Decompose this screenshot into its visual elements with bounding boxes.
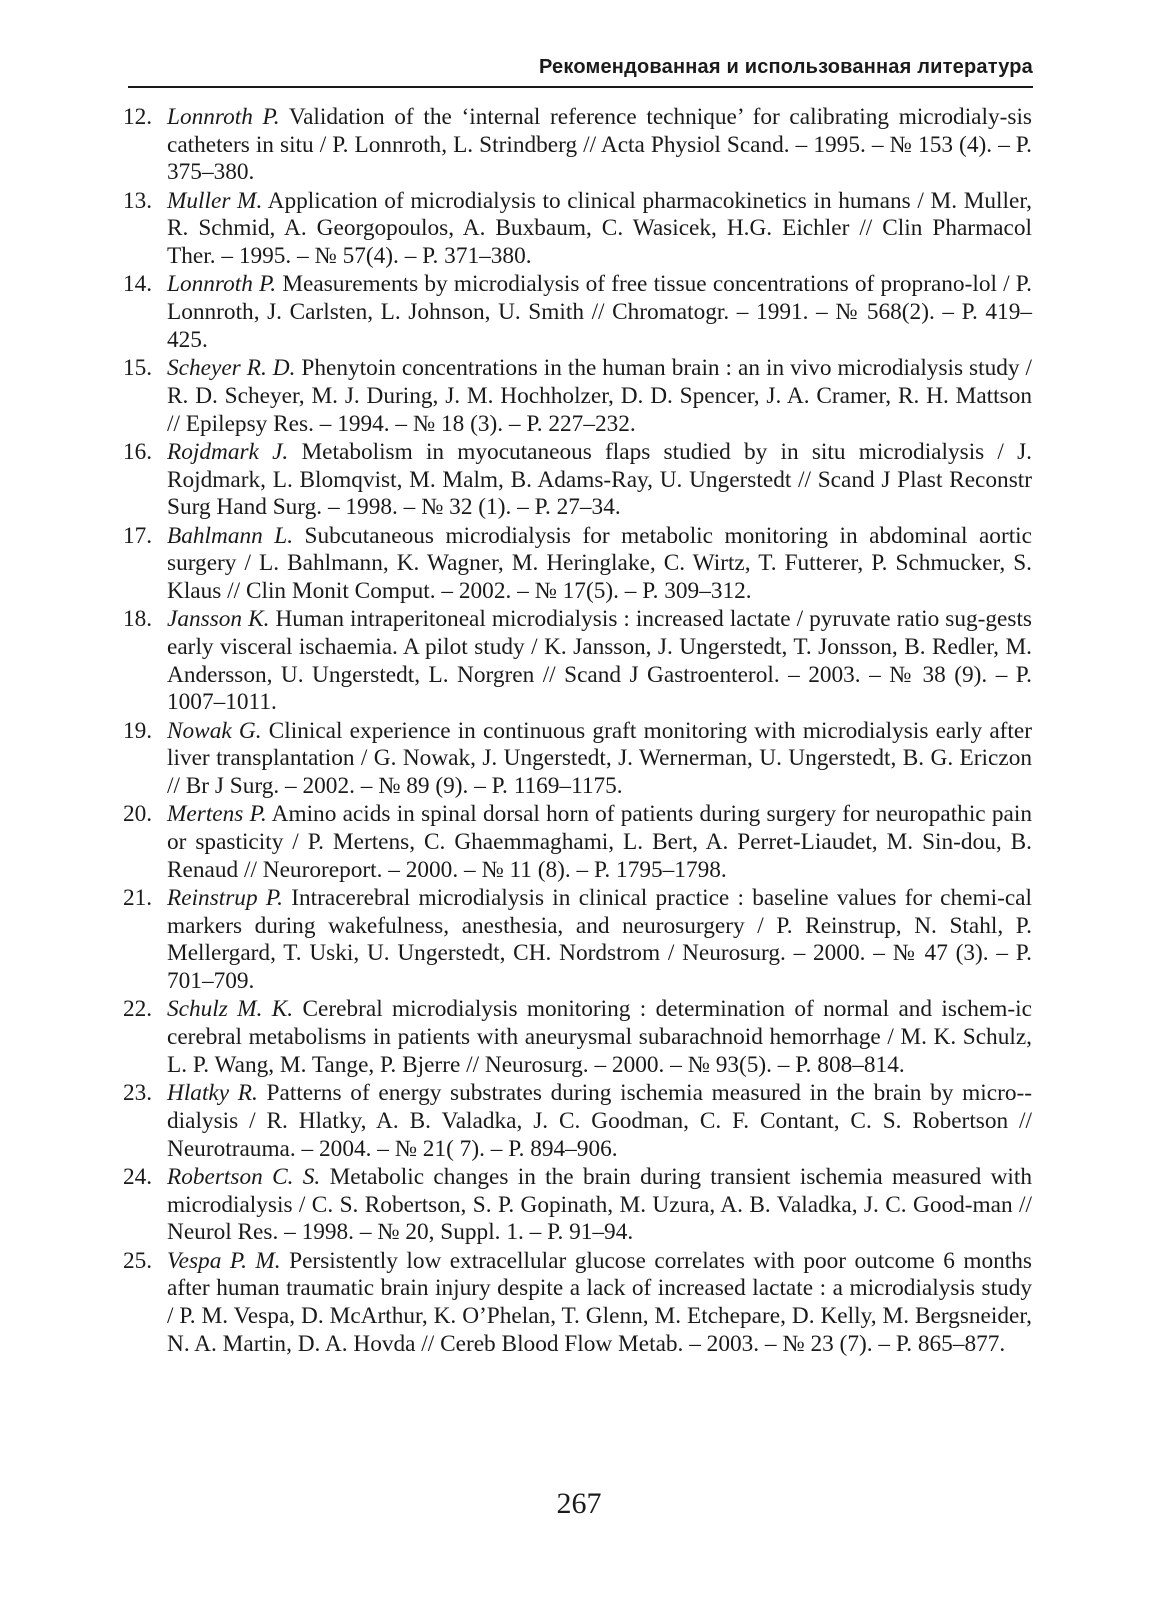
reference-item (0, 1164, 1032, 1247)
reference-text (167, 271, 1032, 354)
reference-item (0, 801, 1032, 884)
reference-item (0, 606, 1032, 717)
reference-author: Vespa P. M. (167, 1247, 281, 1274)
reference-author: Reinstrup P. (167, 885, 283, 912)
reference-text (167, 996, 1032, 1079)
reference-author: Hlatky R. (167, 1080, 258, 1107)
reference-item (0, 104, 1032, 187)
reference-item (0, 718, 1032, 801)
reference-body: Patterns of energy substrates during ischemia measured in the brain by micro-dialysis / R. Hlatky, A. B. Valadka, J. C. Goodman, C. F. Contant, C. S. Robertson // Neurotrauma. – 2004. – № 21( 7). – P. 894–906. (167, 1080, 1032, 1162)
reference-number: 22. (123, 996, 153, 1023)
reference-body: Intracerebral microdialysis in clinical practice : baseline values for chemi-cal markers during wakefulness, anesthesia, and neurosurgery / P. Reinstrup, N. Stahl, P. Mellergard, T. Uski, U. Ungerstedt, CH. Nordstrom / Neurosurg. – 2000. – № 47 (3). – P. 701–709. (167, 885, 1032, 995)
reference-item (0, 439, 1032, 522)
reference-number: 21. (123, 885, 153, 912)
reference-author: Rojdmark J. (167, 438, 289, 465)
reference-text (167, 801, 1032, 884)
reference-item (0, 885, 1032, 996)
reference-body: Clinical experience in continuous graft monitoring with microdialysis early after liver transplantation / G. Nowak, J. Ungerstedt, J. Wernerman, U. Ungerstedt, B. G. Ericzon // Br J Surg. – 2002. – № 89 (9). – P. 1169–1175. (167, 717, 1032, 800)
reference-author: Robertson C. S. (167, 1163, 321, 1190)
reference-number: 19. (123, 717, 153, 744)
reference-author: Nowak G. (167, 717, 262, 744)
reference-number: 25. (123, 1247, 153, 1274)
reference-body: Persistently low extracellular glucose correlates with poor outcome 6 months after human traumatic brain injury despite a lack of increased lactate : a microdialysis study / P. M. Vespa, D. McArthur, K. O’Phelan, T. Glenn, M. Etchepare, D. Kelly, M. Bergsneider, N. A. Martin, D. A. Hovda // Cereb Blood Flow Metab. – 2003. – № 23 (7). – P. 865–877. (167, 1247, 1032, 1357)
reference-author: Mertens P. (167, 801, 267, 828)
reference-number: 23. (123, 1080, 153, 1107)
reference-author: Lonnroth P. (167, 271, 277, 298)
reference-text (167, 523, 1032, 606)
reference-list (0, 104, 1158, 1359)
reference-body: Human intraperitoneal microdialysis : increased lactate / pyruvate ratio sug-gests early visceral ischaemia. A pilot study / K. Jansson, J. Ungerstedt, T. Jonsson, B. Redler, M. Andersson, U. Ungerstedt, L. Norgren // Scand J Gastroenterol. – 2003. – № 38 (9). – P. 1007–1011. (167, 606, 1032, 716)
reference-number: 20. (123, 801, 153, 828)
page-number: 267 (556, 1487, 602, 1520)
reference-number: 16. (123, 438, 153, 465)
reference-body: Metabolic changes in the brain during transient ischemia measured with microdialysis / C. S. Robertson, S. P. Gopinath, M. Uzura, A. B. Valadka, J. C. Good-man // Neurol Res. – 1998. – № 20, Suppl. 1. – P. 91–94. (167, 1163, 1032, 1246)
reference-body: Measurements by microdialysis of free tissue concentrations of proprano-lol / P. Lonnroth, J. Carlsten, L. Johnson, U. Smith // Chromatogr. – 1991. – № 568(2). – P. 419–425. (167, 271, 1032, 353)
reference-text (167, 439, 1032, 522)
reference-text (167, 885, 1032, 996)
reference-body: Subcutaneous microdialysis for metabolic monitoring in abdominal aortic surgery / L. Bahlmann, K. Wagner, M. Heringlake, C. Wirtz, T. Futterer, P. Schmucker, S. Klaus // Clin Monit Comput. – 2002. – № 17(5). – P. 309–312. (167, 522, 1032, 604)
reference-number: 15. (123, 355, 153, 382)
reference-number: 24. (123, 1163, 153, 1190)
reference-author: Schulz M. K. (167, 996, 294, 1023)
reference-item (0, 355, 1032, 438)
reference-author: Muller M. (167, 187, 263, 214)
reference-item (0, 271, 1032, 354)
reference-number: 14. (123, 271, 153, 298)
reference-text (167, 606, 1032, 717)
reference-body: Phenytoin concentrations in the human brain : an in vivo microdialysis study / R. D. Scheyer, M. J. During, J. M. Hochholzer, D. D. Spencer, J. A. Cramer, R. H. Mattson // Epilepsy Res. – 1994. – № 18 (3). – P. 227–232. (167, 355, 1033, 437)
reference-author: Jansson K. (167, 606, 270, 633)
reference-text (167, 104, 1032, 187)
reference-item (0, 1248, 1032, 1359)
reference-number: 13. (123, 187, 153, 214)
reference-text (167, 355, 1032, 438)
page-header (128, 50, 1033, 88)
reference-number: 17. (123, 522, 153, 549)
reference-text (167, 1248, 1032, 1359)
reference-item (0, 1080, 1032, 1163)
reference-body: Application of microdialysis to clinical pharmacokinetics in humans / M. Muller, R. Schmid, A. Georgopoulos, A. Buxbaum, C. Wasicek, H.G. Eichler // Clin Pharmacol Ther. – 1995. – № 57(4). – P. 371–380. (167, 187, 1032, 270)
reference-text (167, 1164, 1032, 1247)
reference-author: Lonnroth P. (167, 104, 280, 130)
reference-text (167, 188, 1032, 271)
reference-body: Metabolism in myocutaneous flaps studied by in situ microdialysis / J. Rojdmark, L. Blomqvist, M. Malm, B. Adams-Ray, U. Ungerstedt // Scand J Plast Reconstr Surg Hand Surg. – 1998. – № 32 (1). – P. 27–34. (167, 438, 1032, 521)
reference-item (0, 523, 1032, 606)
reference-number: 18. (123, 606, 153, 633)
reference-body: Cerebral microdialysis monitoring : determination of normal and ischem-ic cerebral metabolisms in patients with aneurysmal subarachnoid hemorrhage / M. K. Schulz, L. P. Wang, M. Tange, P. Bjerre // Neurosurg. – 2000. – № 93(5). – P. 808–814. (167, 996, 1032, 1078)
reference-text (167, 1080, 1032, 1163)
reference-item (0, 188, 1032, 271)
reference-item (0, 996, 1032, 1079)
reference-body: Amino acids in spinal dorsal horn of patients during surgery for neuropathic pain or spasticity / P. Mertens, C. Ghaemmaghami, L. Bert, A. Perret-Liaudet, M. Sin-dou, B. Renaud // Neuroreport. – 2000. – № 11 (8). – P. 1795–1798. (167, 801, 1032, 883)
reference-author: Scheyer R. D. (167, 355, 296, 382)
reference-number: 12. (123, 104, 153, 130)
reference-text (167, 718, 1032, 801)
reference-body: Validation of the ‘internal reference technique’ for calibrating microdialy-sis catheters in situ / P. Lonnroth, L. Strindberg // Acta Physiol Scand. – 1995. – № 153 (4). – P. 375–380. (167, 104, 1032, 186)
reference-author: Bahlmann L. (167, 522, 294, 549)
running-header-title: Рекомендованная и использованная литература (539, 56, 1033, 78)
